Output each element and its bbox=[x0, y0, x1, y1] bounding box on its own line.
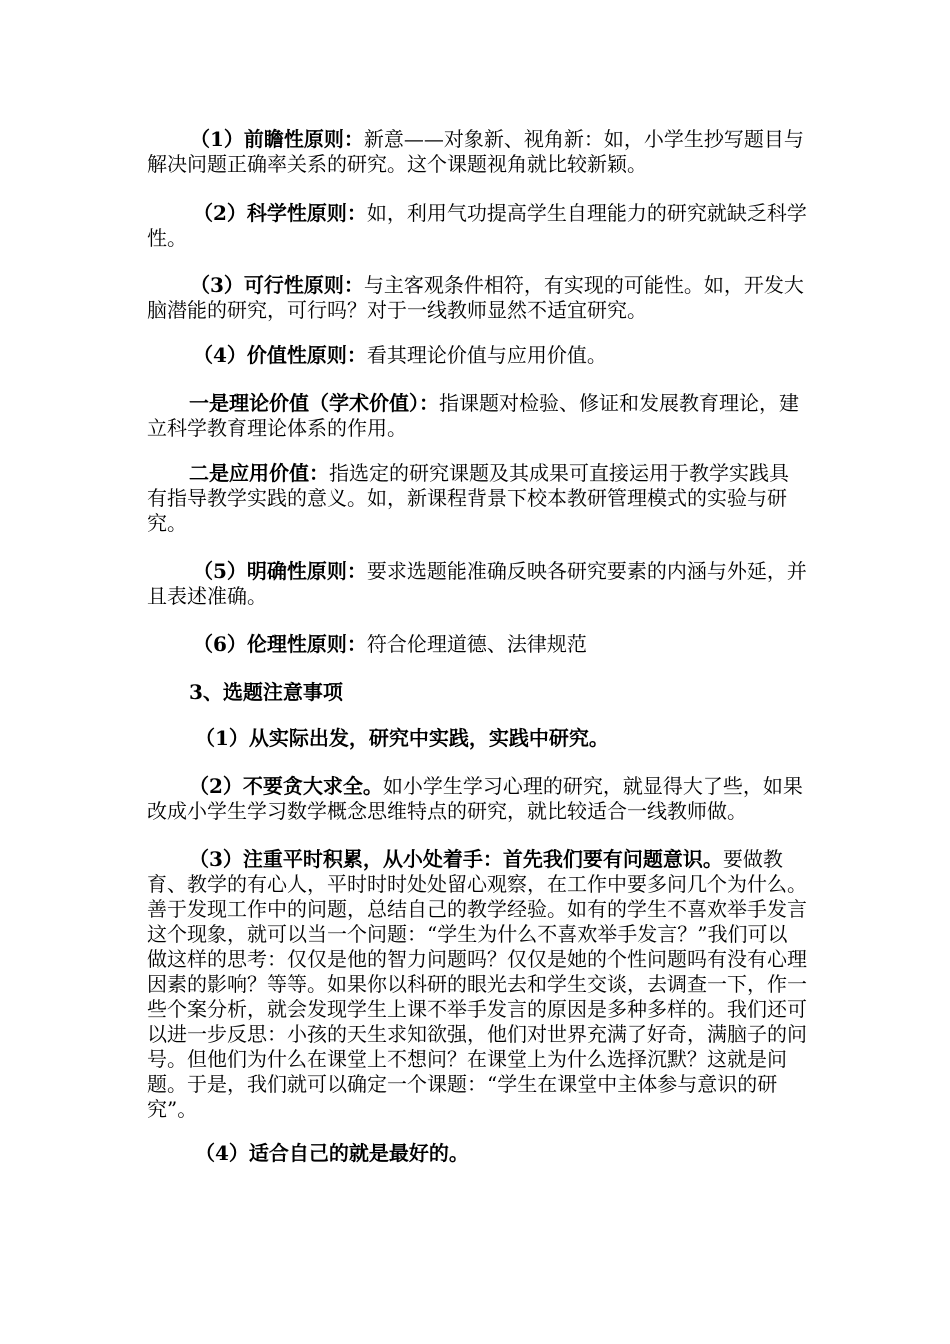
principle-value bbox=[147, 343, 807, 368]
paragraph-heading: （3）注重平时积累，从小处着手：首先我们要有问题意识。 bbox=[189, 847, 723, 871]
paragraph-text: 指课题对检验、修证和发展教育理论，建立科学教育理论体系的作用。 bbox=[147, 391, 799, 440]
applied-value bbox=[147, 461, 807, 536]
note-suitable bbox=[147, 1141, 807, 1166]
principle-foresight bbox=[147, 127, 807, 177]
paragraph-text: 如，利用气功提高学生自理能力的研究就缺乏科学性。 bbox=[147, 201, 807, 250]
paragraph-heading: （1）从实际出发，研究中实践，实践中研究。 bbox=[195, 726, 609, 750]
note-not-too-big bbox=[147, 774, 807, 824]
paragraph-heading: （4）价值性原则： bbox=[193, 343, 367, 367]
paragraph-text: 新意——对象新、视角新：如，小学生抄写题目与解决问题正确率关系的研究。这个课题视角就比较新颖。 bbox=[147, 127, 804, 176]
principle-clarity bbox=[147, 559, 807, 609]
principle-scientific bbox=[147, 201, 807, 251]
paragraph-text: 与主客观条件相符，有实现的可能性。如，开发大脑潜能的研究，可行吗？对于一线教师显然不适宜研究。 bbox=[147, 273, 804, 322]
paragraph-heading: 二是应用价值： bbox=[189, 461, 329, 485]
paragraph-heading: （2）科学性原则： bbox=[193, 201, 367, 225]
paragraph-text: 如小学生学习心理的研究，就显得大了些，如果改成小学生学习数学概念思维特点的研究，就比较适合一线教师做。 bbox=[147, 774, 803, 823]
note-practical bbox=[147, 726, 807, 751]
note-accumulate bbox=[147, 847, 807, 1122]
theoretical-value bbox=[147, 391, 807, 441]
section-heading bbox=[147, 680, 807, 705]
paragraph-heading: （2）不要贪大求全。 bbox=[189, 774, 383, 798]
principle-feasibility bbox=[147, 273, 807, 323]
paragraph-heading: （4）适合自己的就是最好的。 bbox=[195, 1141, 469, 1165]
paragraph-text: 看其理论价值与应用价值。 bbox=[366, 343, 607, 367]
paragraph-heading: （5）明确性原则： bbox=[193, 559, 367, 583]
principle-ethics bbox=[147, 632, 807, 657]
paragraph-text: 要求选题能准确反映各研究要素的内涵与外延，并且表述准确。 bbox=[147, 559, 807, 608]
paragraph-text: 符合伦理道德、法律规范 bbox=[366, 632, 587, 656]
paragraph-heading: （1）前瞻性原则： bbox=[190, 127, 364, 151]
section-title: 3、选题注意事项 bbox=[189, 680, 343, 704]
paragraph-heading: （3）可行性原则： bbox=[190, 273, 364, 297]
paragraph-text: 指选定的研究课题及其成果可直接运用于教学实践具有指导教学实践的意义。如，新课程背景下校本教研管理模式的实验与研究。 bbox=[147, 461, 789, 535]
paragraph-heading: （6）伦理性原则： bbox=[193, 632, 367, 656]
paragraph-heading: 一是理论价值（学术价值）： bbox=[189, 391, 439, 415]
paragraph-text: 要做教育、教学的有心人，平时时时处处留心观察，在工作中要多问几个为什么。善于发现工作中的问题，总结自己的教学经验。如有的学生不喜欢举手发言这个现象，就可以当一个问题：“学生为什么不喜欢举手发言？”我们可以做这样的思考：仅仅是他的智力问题吗？仅仅是她的个性问题吗有没有心理因素的影响？等等。如果你以科研的眼光去和学生交谈，去调查一下，作一些个案分析，就会发现学生上课不举手发言的原因是多种多样的。我们还可以进一步反思：小孩的天生求知欲强，他们对世界充满了好奇，满脑子的问号。但他们为什么在课堂上不想问？在课堂上为什么选择沉默？这就是问题。于是，我们就可以确定一个课题：“学生在课堂中主体参与意识的研究”。 bbox=[147, 847, 807, 1121]
